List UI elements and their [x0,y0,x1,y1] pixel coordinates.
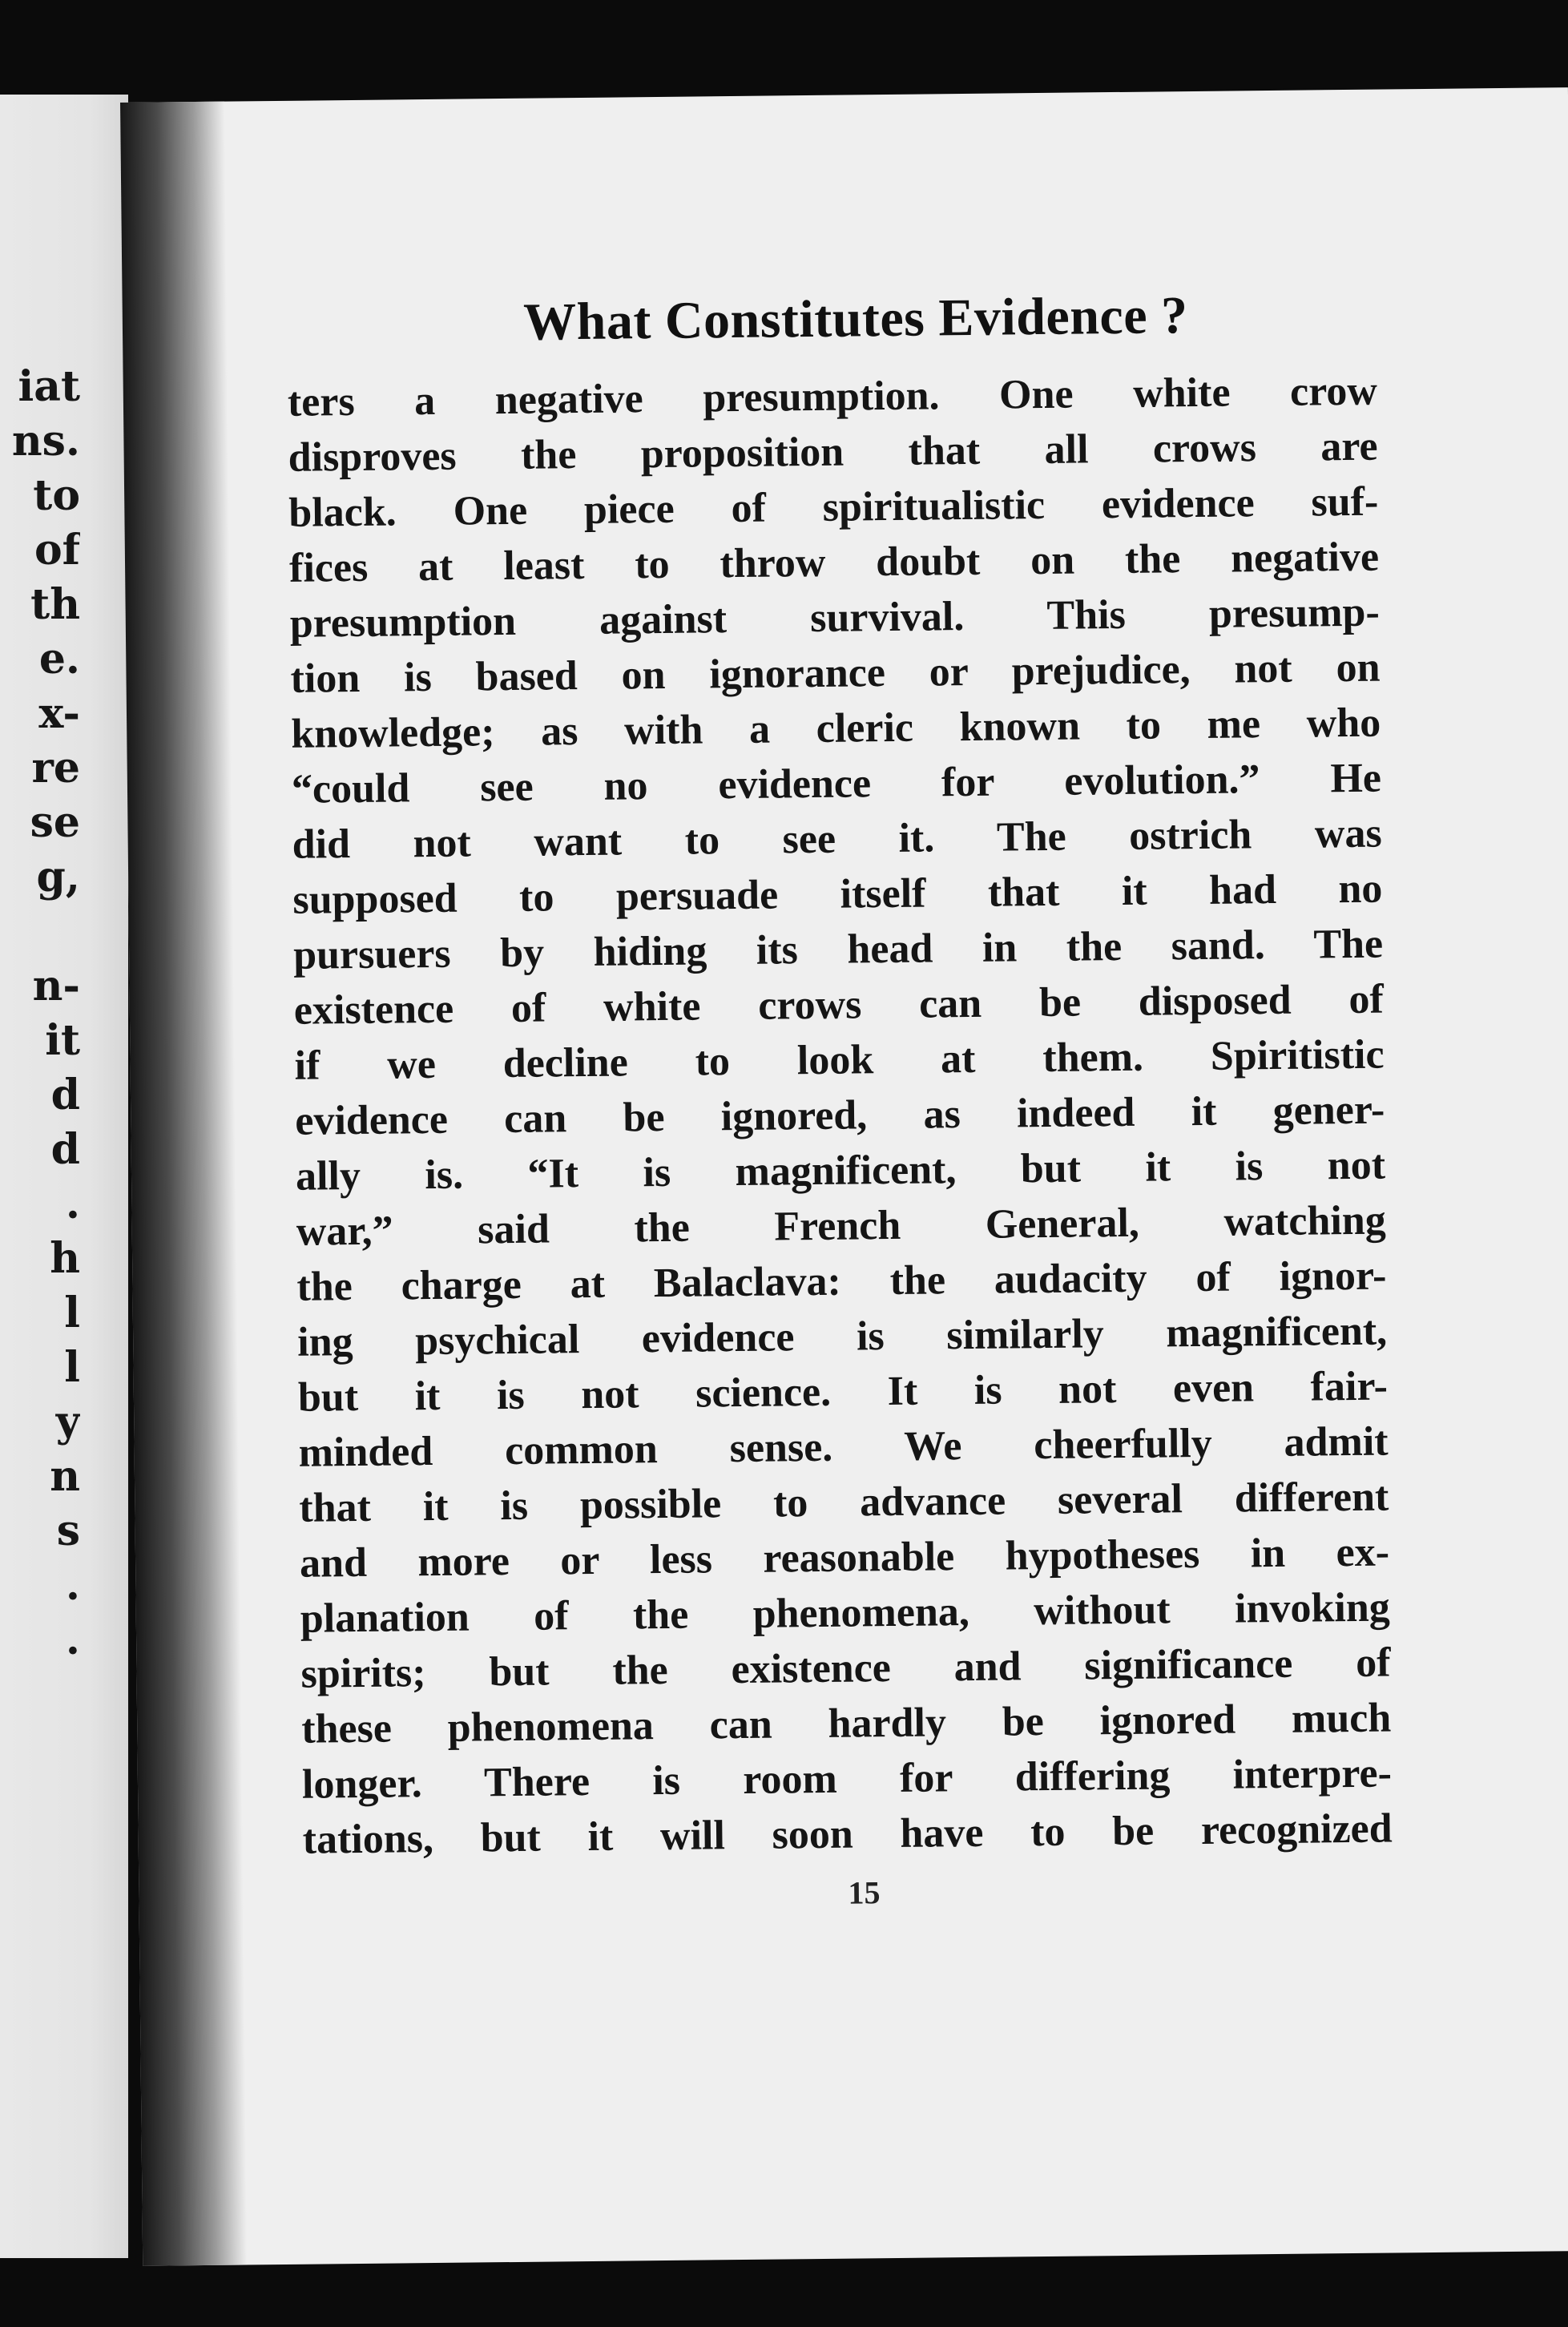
previous-page-line-fragment: th [30,581,80,629]
text-line: did not want to see it. The ostrich was [292,810,1382,868]
previous-page-line-fragment: e. [38,635,80,684]
previous-page-line-fragment: re [31,744,80,792]
previous-page-line-fragment: x- [38,690,80,738]
text-line: these phenomena can hardly be ignored much [300,1695,1392,1752]
previous-page-line-fragment: s [56,1507,80,1555]
text-line: war,” said the French General, watching [296,1197,1386,1255]
previous-page-line-fragment: n- [32,962,80,1010]
text-line: fices at least to throw doubt on the negative [288,534,1380,591]
text-line: tion is based on ignorance or prejudice, not on [290,644,1381,702]
text-line: black. One piece of spiritualistic evidence suf- [288,478,1379,536]
previous-page-line-fragment: it [45,1017,80,1065]
text-line: the charge at Balaclava: the audacity of ignor- [296,1252,1387,1310]
text-line: presumption against survival. This presump- [289,589,1381,647]
previous-page-line-fragment: g, [36,853,80,901]
previous-page-line-fragment: iat [18,363,80,411]
text-line: minded common sense. We cheerfully admit [298,1418,1389,1476]
text-line: spirits; but the existence and significance of [300,1639,1391,1697]
text-line: longer. There is room for differing interpre- [301,1750,1393,1808]
gutter-shadow [120,102,247,2266]
previous-page-line-fragment: . [65,1616,80,1664]
previous-page-line-fragment: se [30,799,80,847]
previous-page-line-fragment: to [33,472,80,520]
previous-page-line-fragment: l [64,1289,80,1337]
text-line: ally is. “It is magnificent, but it is not [295,1142,1386,1200]
previous-page-line-fragment: l [64,1344,80,1392]
previous-page-line-fragment: h [50,1235,80,1283]
running-head: What Constitutes Evidence ? [522,286,1188,352]
previous-page-line-fragment: d [50,1126,80,1174]
body-text [288,364,1393,1868]
text-line: that it is possible to advance several different [299,1474,1389,1531]
text-line: and more or less reasonable hypotheses in ex- [299,1529,1390,1587]
text-line: pursuers by hiding its head in the sand. The [292,921,1384,978]
text-line: disproves the proposition that all crows are [288,423,1378,481]
text-line: planation of the phenomena, without invoking [300,1584,1391,1642]
book-page [120,87,1568,2266]
previous-page-line-fragment: . [65,1180,80,1228]
page-content [287,282,1393,1919]
page-number: 15 [848,1874,881,1911]
text-line: “could see no evidence for evolution.” He [291,755,1382,813]
previous-page-line-fragment: d [50,1071,80,1119]
text-line: ters a negative presumption. One white crow [287,368,1378,425]
previous-page-line-fragment: of [34,526,80,575]
text-line: evidence can be ignored, as indeed it gener- [295,1087,1385,1144]
text-line: supposed to persuade itself that it had no [292,865,1383,923]
previous-page-edge [0,95,128,2258]
previous-page-line-fragment: . [65,1562,80,1610]
text-line: ing psychical evidence is similarly magnificent, [296,1308,1388,1365]
previous-page-line-fragment: y [55,1398,80,1446]
text-line: but it is not science. It is not even fair- [297,1363,1389,1421]
previous-page-line-fragment: ns. [11,417,80,466]
text-line: if we decline to look at them. Spiritistic [294,1031,1385,1089]
previous-page-line-fragment: n [50,1453,80,1501]
text-line: tations, but it will soon have to be recognized [302,1805,1393,1863]
text-line: existence of white crows can be disposed of [293,976,1385,1034]
text-line: knowledge; as with a cleric known to me who [290,700,1381,757]
